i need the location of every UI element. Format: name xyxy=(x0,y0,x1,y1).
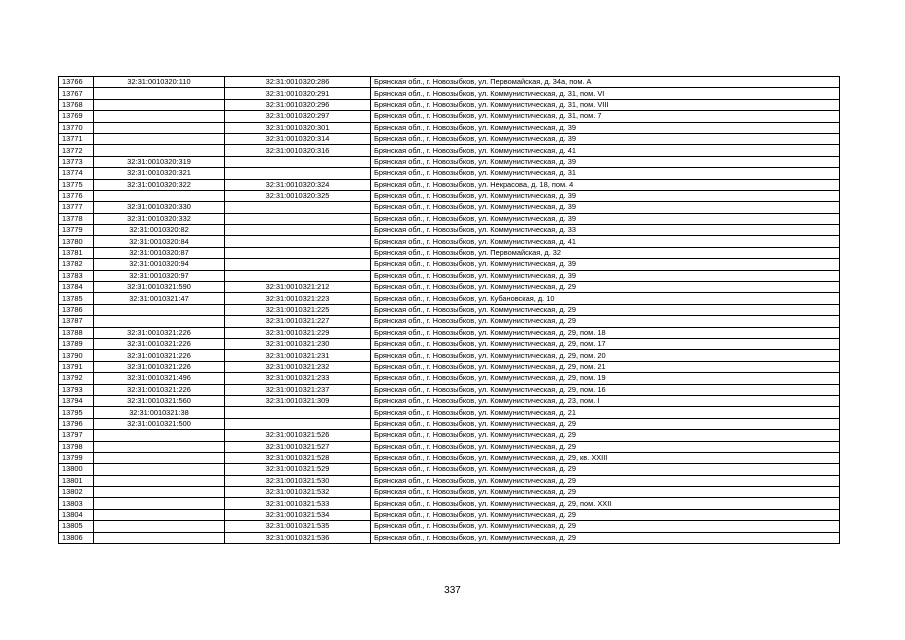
table-row xyxy=(59,395,840,406)
table-row xyxy=(59,111,840,122)
object-cadastral-number-cell: 32:31:0010321:530 xyxy=(225,475,371,486)
row-number-cell: 13796 xyxy=(59,418,94,429)
table-row xyxy=(59,122,840,133)
table-row xyxy=(59,168,840,179)
address-cell: Брянская обл., г. Новозыбков, ул. Коммунистическая, д. 29, кв. XXIII xyxy=(371,452,840,463)
table-row xyxy=(59,259,840,270)
cadastral-number-cell: 32:31:0010321:496 xyxy=(94,373,225,384)
cadastral-number-cell: 32:31:0010321:226 xyxy=(94,361,225,372)
table-row xyxy=(59,407,840,418)
address-cell: Брянская обл., г. Новозыбков, ул. Коммунистическая, д. 33 xyxy=(371,225,840,236)
cadastral-number-cell: 32:31:0010320:94 xyxy=(94,259,225,270)
cadastral-number-cell xyxy=(94,521,225,532)
cadastral-number-cell: 32:31:0010320:82 xyxy=(94,225,225,236)
cadastral-number-cell: 32:31:0010321:47 xyxy=(94,293,225,304)
table-body xyxy=(59,77,840,544)
row-number-cell: 13769 xyxy=(59,111,94,122)
cadastral-number-cell xyxy=(94,430,225,441)
row-number-cell: 13801 xyxy=(59,475,94,486)
cadastral-number-cell xyxy=(94,452,225,463)
cadastral-number-cell: 32:31:0010320:84 xyxy=(94,236,225,247)
cadastral-number-cell: 32:31:0010321:560 xyxy=(94,395,225,406)
row-number-cell: 13773 xyxy=(59,156,94,167)
row-number-cell: 13805 xyxy=(59,521,94,532)
table-row xyxy=(59,430,840,441)
table-row xyxy=(59,350,840,361)
row-number-cell: 13802 xyxy=(59,487,94,498)
address-cell: Брянская обл., г. Новозыбков, ул. Коммунистическая, д. 41 xyxy=(371,145,840,156)
cadastral-number-cell: 32:31:0010321:226 xyxy=(94,338,225,349)
object-cadastral-number-cell xyxy=(225,168,371,179)
cadastral-number-cell xyxy=(94,99,225,110)
address-cell: Брянская обл., г. Новозыбков, ул. Коммунистическая, д. 29, пом. 19 xyxy=(371,373,840,384)
object-cadastral-number-cell: 32:31:0010320:297 xyxy=(225,111,371,122)
address-cell: Брянская обл., г. Новозыбков, ул. Коммунистическая, д. 21 xyxy=(371,407,840,418)
cadastral-number-cell: 32:31:0010320:330 xyxy=(94,202,225,213)
table-row xyxy=(59,384,840,395)
row-number-cell: 13786 xyxy=(59,304,94,315)
object-cadastral-number-cell: 32:31:0010321:225 xyxy=(225,304,371,315)
row-number-cell: 13767 xyxy=(59,88,94,99)
cadastral-number-cell xyxy=(94,316,225,327)
table-row xyxy=(59,475,840,486)
address-cell: Брянская обл., г. Новозыбков, ул. Коммунистическая, д. 39 xyxy=(371,202,840,213)
table-row xyxy=(59,452,840,463)
cadastral-number-cell: 32:31:0010320:321 xyxy=(94,168,225,179)
object-cadastral-number-cell: 32:31:0010321:231 xyxy=(225,350,371,361)
object-cadastral-number-cell: 32:31:0010320:324 xyxy=(225,179,371,190)
address-cell: Брянская обл., г. Новозыбков, ул. Коммунистическая, д. 29 xyxy=(371,532,840,543)
table-row xyxy=(59,190,840,201)
object-cadastral-number-cell: 32:31:0010321:535 xyxy=(225,521,371,532)
address-cell: Брянская обл., г. Новозыбков, ул. Коммунистическая, д. 39 xyxy=(371,122,840,133)
object-cadastral-number-cell: 32:31:0010321:233 xyxy=(225,373,371,384)
row-number-cell: 13792 xyxy=(59,373,94,384)
cadastral-number-cell xyxy=(94,532,225,543)
table-row xyxy=(59,464,840,475)
cadastral-number-cell xyxy=(94,464,225,475)
object-cadastral-number-cell: 32:31:0010321:223 xyxy=(225,293,371,304)
address-cell: Брянская обл., г. Новозыбков, ул. Коммунистическая, д. 39 xyxy=(371,259,840,270)
object-cadastral-number-cell: 32:31:0010321:533 xyxy=(225,498,371,509)
row-number-cell: 13774 xyxy=(59,168,94,179)
object-cadastral-number-cell: 32:31:0010320:325 xyxy=(225,190,371,201)
row-number-cell: 13789 xyxy=(59,338,94,349)
address-cell: Брянская обл., г. Новозыбков, ул. Коммунистическая, д. 31, пом. VI xyxy=(371,88,840,99)
object-cadastral-number-cell: 32:31:0010321:237 xyxy=(225,384,371,395)
address-cell: Брянская обл., г. Новозыбков, ул. Коммунистическая, д. 29 xyxy=(371,316,840,327)
address-cell: Брянская обл., г. Новозыбков, ул. Коммунистическая, д. 29 xyxy=(371,418,840,429)
address-cell: Брянская обл., г. Новозыбков, ул. Коммунистическая, д. 29 xyxy=(371,509,840,520)
object-cadastral-number-cell: 32:31:0010320:296 xyxy=(225,99,371,110)
cadastral-number-cell: 32:31:0010320:332 xyxy=(94,213,225,224)
object-cadastral-number-cell: 32:31:0010321:536 xyxy=(225,532,371,543)
object-cadastral-number-cell xyxy=(225,213,371,224)
address-cell: Брянская обл., г. Новозыбков, ул. Коммунистическая, д. 29 xyxy=(371,282,840,293)
table-row xyxy=(59,88,840,99)
table-row xyxy=(59,498,840,509)
cadastral-number-cell: 32:31:0010321:226 xyxy=(94,350,225,361)
row-number-cell: 13783 xyxy=(59,270,94,281)
address-cell: Брянская обл., г. Новозыбков, ул. Коммунистическая, д. 39 xyxy=(371,156,840,167)
cadastral-number-cell: 32:31:0010321:500 xyxy=(94,418,225,429)
cadastral-number-cell: 32:31:0010320:110 xyxy=(94,77,225,88)
table-row xyxy=(59,236,840,247)
row-number-cell: 13799 xyxy=(59,452,94,463)
address-cell: Брянская обл., г. Новозыбков, ул. Коммунистическая, д. 39 xyxy=(371,270,840,281)
row-number-cell: 13768 xyxy=(59,99,94,110)
object-cadastral-number-cell: 32:31:0010320:316 xyxy=(225,145,371,156)
row-number-cell: 13779 xyxy=(59,225,94,236)
cadastral-table xyxy=(58,76,840,544)
cadastral-number-cell xyxy=(94,122,225,133)
address-cell: Брянская обл., г. Новозыбков, ул. Коммунистическая, д. 23, пом. I xyxy=(371,395,840,406)
table-row xyxy=(59,327,840,338)
cadastral-number-cell xyxy=(94,133,225,144)
table-row xyxy=(59,133,840,144)
cadastral-number-cell: 32:31:0010320:322 xyxy=(94,179,225,190)
row-number-cell: 13784 xyxy=(59,282,94,293)
cadastral-number-cell xyxy=(94,111,225,122)
row-number-cell: 13781 xyxy=(59,247,94,258)
address-cell: Брянская обл., г. Новозыбков, ул. Коммунистическая, д. 29 xyxy=(371,304,840,315)
row-number-cell: 13778 xyxy=(59,213,94,224)
cadastral-number-cell xyxy=(94,475,225,486)
row-number-cell: 13803 xyxy=(59,498,94,509)
cadastral-number-cell xyxy=(94,145,225,156)
object-cadastral-number-cell: 32:31:0010321:212 xyxy=(225,282,371,293)
cadastral-number-cell xyxy=(94,487,225,498)
object-cadastral-number-cell xyxy=(225,202,371,213)
object-cadastral-number-cell: 32:31:0010321:527 xyxy=(225,441,371,452)
table-row xyxy=(59,373,840,384)
row-number-cell: 13777 xyxy=(59,202,94,213)
object-cadastral-number-cell: 32:31:0010321:526 xyxy=(225,430,371,441)
row-number-cell: 13766 xyxy=(59,77,94,88)
table-row xyxy=(59,418,840,429)
object-cadastral-number-cell: 32:31:0010320:291 xyxy=(225,88,371,99)
row-number-cell: 13795 xyxy=(59,407,94,418)
table-row xyxy=(59,509,840,520)
address-cell: Брянская обл., г. Новозыбков, ул. Коммунистическая, д. 29, пом. 17 xyxy=(371,338,840,349)
page-number: 337 xyxy=(444,585,461,596)
cadastral-number-cell xyxy=(94,190,225,201)
object-cadastral-number-cell: 32:31:0010321:528 xyxy=(225,452,371,463)
object-cadastral-number-cell xyxy=(225,407,371,418)
row-number-cell: 13806 xyxy=(59,532,94,543)
address-cell: Брянская обл., г. Новозыбков, ул. Коммунистическая, д. 29 xyxy=(371,521,840,532)
address-cell: Брянская обл., г. Новозыбков, ул. Коммунистическая, д. 31 xyxy=(371,168,840,179)
address-cell: Брянская обл., г. Новозыбков, ул. Коммунистическая, д. 29, пом. 18 xyxy=(371,327,840,338)
table-row xyxy=(59,487,840,498)
cadastral-number-cell: 32:31:0010320:87 xyxy=(94,247,225,258)
cadastral-number-cell xyxy=(94,304,225,315)
address-cell: Брянская обл., г. Новозыбков, ул. Коммунистическая, д. 29 xyxy=(371,464,840,475)
row-number-cell: 13775 xyxy=(59,179,94,190)
table-row xyxy=(59,338,840,349)
row-number-cell: 13794 xyxy=(59,395,94,406)
table-row xyxy=(59,156,840,167)
address-cell: Брянская обл., г. Новозыбков, ул. Коммунистическая, д. 29 xyxy=(371,441,840,452)
table-row xyxy=(59,304,840,315)
table-row xyxy=(59,145,840,156)
table-row xyxy=(59,532,840,543)
object-cadastral-number-cell xyxy=(225,247,371,258)
object-cadastral-number-cell: 32:31:0010320:286 xyxy=(225,77,371,88)
object-cadastral-number-cell xyxy=(225,225,371,236)
object-cadastral-number-cell xyxy=(225,259,371,270)
table-row xyxy=(59,441,840,452)
object-cadastral-number-cell: 32:31:0010321:529 xyxy=(225,464,371,475)
row-number-cell: 13798 xyxy=(59,441,94,452)
cadastral-number-cell: 32:31:0010320:319 xyxy=(94,156,225,167)
object-cadastral-number-cell: 32:31:0010320:314 xyxy=(225,133,371,144)
table-row xyxy=(59,213,840,224)
address-cell: Брянская обл., г. Новозыбков, ул. Коммунистическая, д. 29, пом. XXII xyxy=(371,498,840,509)
row-number-cell: 13800 xyxy=(59,464,94,475)
object-cadastral-number-cell xyxy=(225,236,371,247)
table-row xyxy=(59,202,840,213)
row-number-cell: 13780 xyxy=(59,236,94,247)
table-row xyxy=(59,521,840,532)
row-number-cell: 13770 xyxy=(59,122,94,133)
address-cell: Брянская обл., г. Новозыбков, ул. Некрасова, д. 18, пом. 4 xyxy=(371,179,840,190)
address-cell: Брянская обл., г. Новозыбков, ул. Коммунистическая, д. 29, пом. 20 xyxy=(371,350,840,361)
row-number-cell: 13790 xyxy=(59,350,94,361)
address-cell: Брянская обл., г. Новозыбков, ул. Коммунистическая, д. 29 xyxy=(371,430,840,441)
object-cadastral-number-cell: 32:31:0010321:230 xyxy=(225,338,371,349)
row-number-cell: 13787 xyxy=(59,316,94,327)
address-cell: Брянская обл., г. Новозыбков, ул. Коммунистическая, д. 39 xyxy=(371,133,840,144)
address-cell: Брянская обл., г. Новозыбков, ул. Коммунистическая, д. 39 xyxy=(371,213,840,224)
table-row xyxy=(59,361,840,372)
object-cadastral-number-cell: 32:31:0010321:227 xyxy=(225,316,371,327)
table-row xyxy=(59,99,840,110)
table-row xyxy=(59,225,840,236)
table-row xyxy=(59,293,840,304)
table-row xyxy=(59,179,840,190)
address-cell: Брянская обл., г. Новозыбков, ул. Первомайская, д. 34а, пом. А xyxy=(371,77,840,88)
object-cadastral-number-cell: 32:31:0010321:229 xyxy=(225,327,371,338)
address-cell: Брянская обл., г. Новозыбков, ул. Коммунистическая, д. 31, пом. 7 xyxy=(371,111,840,122)
cadastral-number-cell xyxy=(94,498,225,509)
row-number-cell: 13771 xyxy=(59,133,94,144)
table-row xyxy=(59,282,840,293)
row-number-cell: 13791 xyxy=(59,361,94,372)
row-number-cell: 13782 xyxy=(59,259,94,270)
object-cadastral-number-cell xyxy=(225,270,371,281)
object-cadastral-number-cell: 32:31:0010321:232 xyxy=(225,361,371,372)
cadastral-number-cell: 32:31:0010320:97 xyxy=(94,270,225,281)
cadastral-number-cell: 32:31:0010321:38 xyxy=(94,407,225,418)
row-number-cell: 13785 xyxy=(59,293,94,304)
address-cell: Брянская обл., г. Новозыбков, ул. Коммунистическая, д. 41 xyxy=(371,236,840,247)
address-cell: Брянская обл., г. Новозыбков, ул. Первомайская, д. 32 xyxy=(371,247,840,258)
object-cadastral-number-cell: 32:31:0010321:534 xyxy=(225,509,371,520)
object-cadastral-number-cell: 32:31:0010321:532 xyxy=(225,487,371,498)
address-cell: Брянская обл., г. Новозыбков, ул. Кубановская, д. 10 xyxy=(371,293,840,304)
table-row xyxy=(59,247,840,258)
table-row xyxy=(59,316,840,327)
row-number-cell: 13776 xyxy=(59,190,94,201)
address-cell: Брянская обл., г. Новозыбков, ул. Коммунистическая, д. 29 xyxy=(371,475,840,486)
cadastral-number-cell: 32:31:0010321:590 xyxy=(94,282,225,293)
cadastral-number-cell xyxy=(94,509,225,520)
cadastral-number-cell: 32:31:0010321:226 xyxy=(94,384,225,395)
row-number-cell: 13793 xyxy=(59,384,94,395)
address-cell: Брянская обл., г. Новозыбков, ул. Коммунистическая, д. 29, пом. 21 xyxy=(371,361,840,372)
cadastral-number-cell xyxy=(94,441,225,452)
object-cadastral-number-cell xyxy=(225,418,371,429)
cadastral-number-cell: 32:31:0010321:226 xyxy=(94,327,225,338)
object-cadastral-number-cell: 32:31:0010320:301 xyxy=(225,122,371,133)
row-number-cell: 13804 xyxy=(59,509,94,520)
table-row xyxy=(59,77,840,88)
cadastral-number-cell xyxy=(94,88,225,99)
row-number-cell: 13797 xyxy=(59,430,94,441)
address-cell: Брянская обл., г. Новозыбков, ул. Коммунистическая, д. 29, пом. 16 xyxy=(371,384,840,395)
object-cadastral-number-cell: 32:31:0010321:309 xyxy=(225,395,371,406)
row-number-cell: 13788 xyxy=(59,327,94,338)
address-cell: Брянская обл., г. Новозыбков, ул. Коммунистическая, д. 31, пом. VIII xyxy=(371,99,840,110)
object-cadastral-number-cell xyxy=(225,156,371,167)
address-cell: Брянская обл., г. Новозыбков, ул. Коммунистическая, д. 39 xyxy=(371,190,840,201)
row-number-cell: 13772 xyxy=(59,145,94,156)
address-cell: Брянская обл., г. Новозыбков, ул. Коммунистическая, д. 29 xyxy=(371,487,840,498)
table-row xyxy=(59,270,840,281)
